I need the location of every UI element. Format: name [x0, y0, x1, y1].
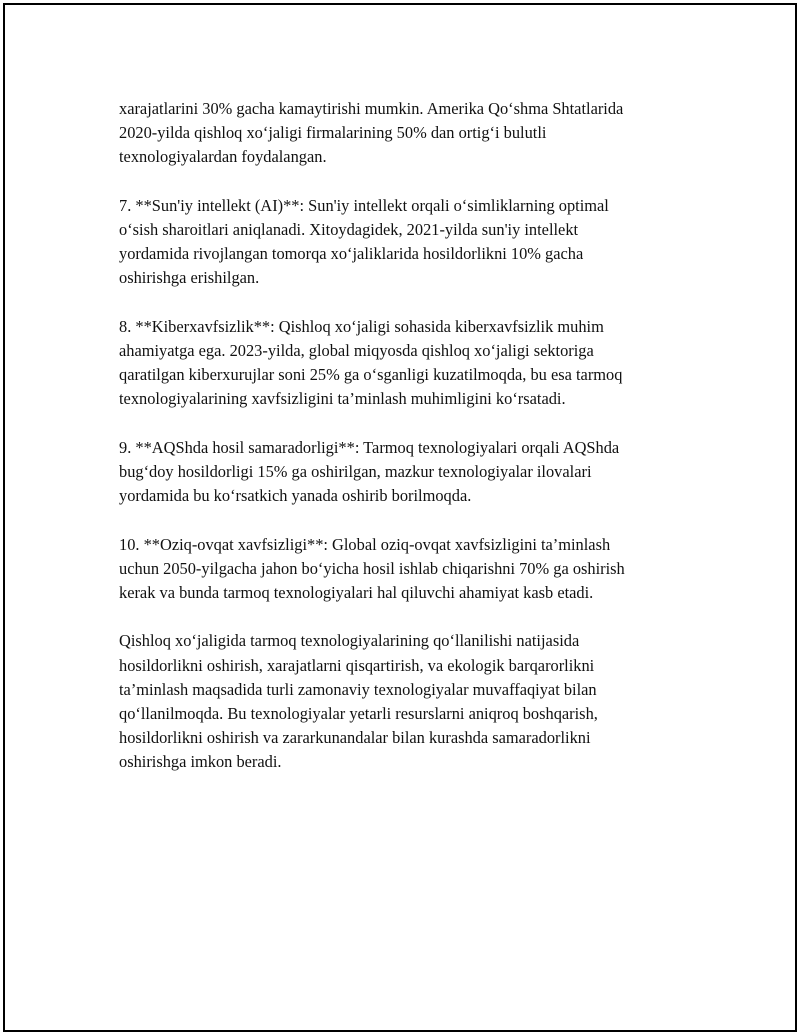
text-line: hosildorlikni oshirish, xarajatlarni qisqartirish, va ekologik barqarorlikni: [119, 655, 595, 675]
text-line: o‘sish sharoitlari aniqlanadi. Xitoydagidek, 2021-yilda sun'iy intellekt: [119, 220, 579, 239]
text-line: 9. **AQShda hosil samaradorligi**: Tarmoq texnologiyalari orqali AQShda: [119, 437, 620, 457]
paragraph-item-10-food-security: [119, 533, 699, 606]
text-line: yordamida rivojlangan tomorqa xo‘jaliklarida hosildorlikni 10% gacha: [119, 244, 584, 264]
document-page: [3, 3, 797, 1032]
text-line: 2020-yilda qishloq xo‘jaligi firmalarining 50% dan ortig‘i bulutli: [119, 123, 547, 143]
text-line: 8. **Kiberxavfsizlik**: Qishloq xo‘jaligi sohasida kiberxavfsizlik muhim: [119, 316, 604, 336]
text-line: ahamiyatga ega. 2023-yilda, global miqyosda qishloq xo‘jaligi sektoriga: [119, 341, 594, 360]
text-line: qo‘llanilmoqda. Bu texnologiyalar yetarli resurslarni aniqroq boshqarish,: [119, 704, 598, 723]
text-line: 10. **Oziq-ovqat xavfsizligi**: Global oziq-ovqat xavfsizligini ta’minlash: [119, 534, 611, 554]
text-line: bug‘doy hosildorligi 15% ga oshirilgan, mazkur texnologiyalar ilovalari: [119, 462, 592, 481]
paragraph-cloud-continuation: [119, 97, 699, 170]
text-line: ta’minlash maqsadida turli zamonaviy texnologiyalar muvaffaqiyat bilan: [119, 679, 597, 699]
paragraph-item-7-ai: [119, 194, 699, 291]
text-line: texnologiyalarining xavfsizligini ta’minlash muhimligini ko‘rsatadi.: [119, 389, 566, 409]
text-line: Qishloq xo‘jaligida tarmoq texnologiyalarining qo‘llanilishi natijasida: [119, 631, 580, 651]
text-line: oshirishga imkon beradi.: [119, 752, 282, 772]
text-line: yordamida bu ko‘rsatkich yanada oshirib borilmoqda.: [119, 486, 472, 506]
text-line: 7. **Sun'iy intellekt (AI)**: Sun'iy intellekt orqali o‘simliklarning optimal: [119, 195, 609, 215]
document-body: [119, 97, 699, 799]
paragraph-conclusion: [119, 629, 699, 774]
text-line: texnologiyalardan foydalangan.: [119, 147, 327, 167]
text-line: xarajatlarini 30% gacha kamaytirishi mumkin. Amerika Qo‘shma Shtatlarida: [119, 99, 624, 118]
paragraph-item-8-cybersecurity: [119, 315, 699, 412]
text-line: hosildorlikni oshirish va zararkunandalar bilan kurashda samaradorlikni: [119, 728, 591, 748]
text-line: uchun 2050-yilgacha jahon bo‘yicha hosil ishlab chiqarishni 70% ga oshirish: [119, 558, 625, 578]
text-line: kerak va bunda tarmoq texnologiyalari hal qiluvchi ahamiyat kasb etadi.: [119, 583, 594, 602]
text-line: qaratilgan kiberxurujlar soni 25% ga o‘sganligi kuzatilmoqda, bu esa tarmoq: [119, 365, 623, 385]
paragraph-item-9-usa-yield: [119, 436, 699, 509]
text-line: oshirishga erishilgan.: [119, 268, 260, 288]
